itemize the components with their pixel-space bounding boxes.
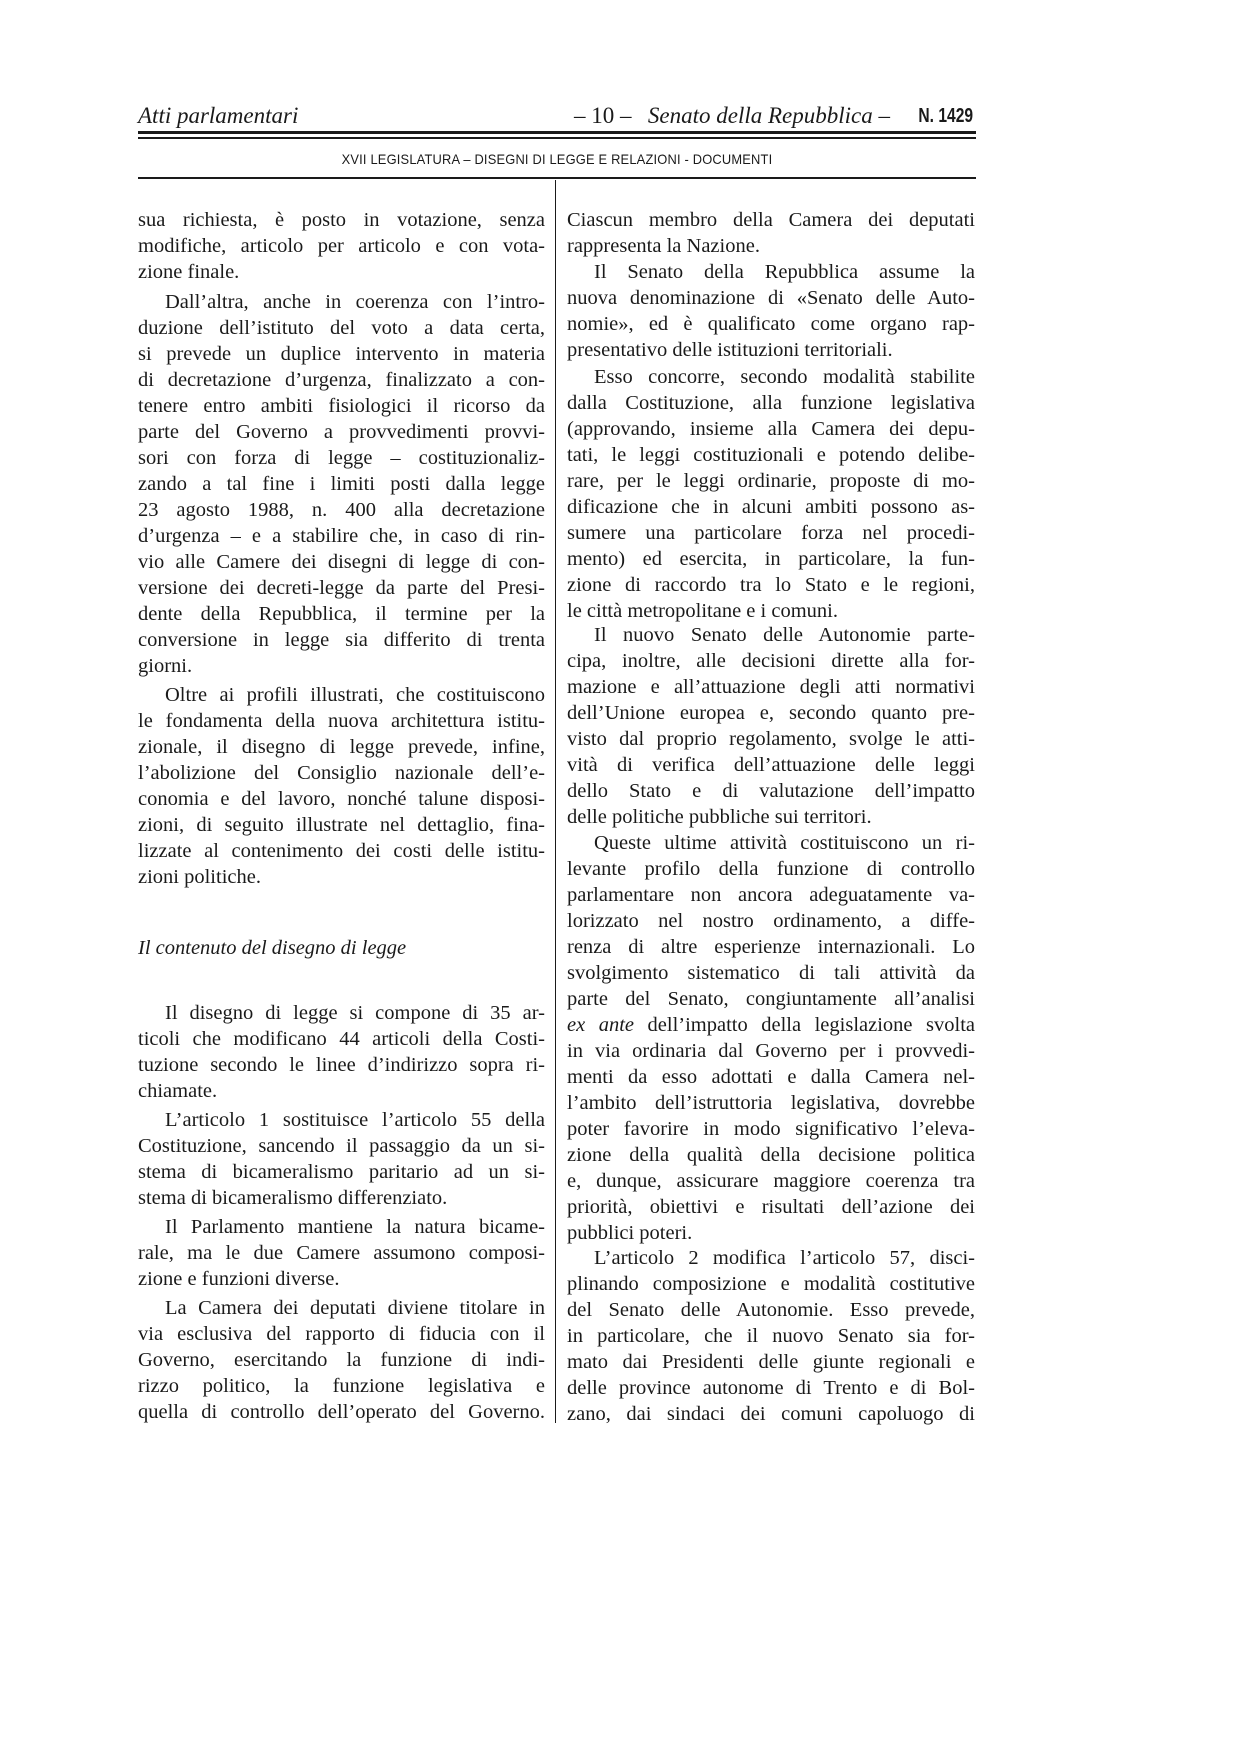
text-line: parte del Senato, congiuntamente all’analisi [567, 988, 975, 1010]
text-line: zione finale. [138, 261, 240, 283]
text-line: rale, ma le due Camere assumono composi- [138, 1242, 545, 1264]
text-line: duzione dell’istituto del voto a data certa, [138, 317, 545, 339]
text-line: plinando composizione e modalità costitutive [567, 1273, 975, 1295]
text-line: levante profilo della funzione di controllo [567, 858, 975, 880]
text-line: zioni, di seguito illustrate nel dettaglio, fina- [138, 814, 545, 836]
text-line: Il Parlamento mantiene la natura bicame- [165, 1216, 545, 1238]
text-line: via esclusiva del rapporto di fiducia con il [138, 1323, 545, 1345]
text-line: l’ambito dell’istruttoria legislativa, dovrebbe [567, 1092, 975, 1114]
text-line: sumere una particolare forza nel procedi- [567, 522, 975, 544]
text-line: zano, dai sindaci dei comuni capoluogo di [567, 1403, 975, 1425]
text-line: rare, per le leggi ordinarie, proposte di mo- [567, 470, 975, 492]
header-rule-bottom [138, 177, 976, 179]
text-line: in particolare, che il nuovo Senato sia for- [567, 1325, 975, 1347]
text-line: dente della Repubblica, il termine per la [138, 603, 545, 625]
section-heading: Il contenuto del disegno di legge [138, 937, 407, 959]
text-line: tuzione secondo le linee d’indirizzo sopra ri- [138, 1054, 545, 1076]
text-line: chiamate. [138, 1080, 218, 1102]
text-line: cipa, inoltre, alle decisioni dirette alla for- [567, 650, 975, 672]
text-line: le città metropolitane e i comuni. [567, 600, 838, 622]
text-line: L’articolo 1 sostituisce l’articolo 55 della [165, 1109, 545, 1131]
document-number: N. 1429 [918, 105, 973, 127]
text-line: mato dai Presidenti delle giunte regionali e [567, 1351, 975, 1373]
text-line: poter favorire in modo significativo l’eleva- [567, 1118, 975, 1140]
text-line: Il disegno di legge si compone di 35 ar- [165, 1002, 545, 1024]
text-line: quella di controllo dell’operato del Governo. [138, 1401, 545, 1423]
text-line: vità di verifica dell’attuazione delle leggi [567, 754, 975, 776]
text-line: Il nuovo Senato delle Autonomie parte- [594, 624, 975, 646]
text-line: presentativo delle istituzioni territoriali. [567, 339, 893, 361]
text-line: Esso concorre, secondo modalità stabilite [594, 366, 975, 388]
text-line: zando a tal fine i limiti posti dalla legge [138, 473, 545, 495]
text-line: rappresenta la Nazione. [567, 235, 760, 257]
text-line: conomia e del lavoro, nonché talune disposi- [138, 788, 545, 810]
text-line: del Senato delle Autonomie. Esso prevede, [567, 1299, 975, 1321]
text-line: dell’Unione europea e, secondo quanto pre- [567, 702, 975, 724]
text-line: Queste ultime attività costituiscono un ri- [594, 832, 975, 854]
text-line: dalla Costituzione, alla funzione legislativa [567, 392, 975, 414]
text-line: La Camera dei deputati diviene titolare in [165, 1297, 545, 1319]
text-line: lorizzato nel nostro ordinamento, a diffe- [567, 910, 975, 932]
text-line: visto dal proprio regolamento, svolge le atti- [567, 728, 975, 750]
legislature-subtitle: XVII LEGISLATURA – DISEGNI DI LEGGE E RELAZIONI - DOCUMENTI [341, 151, 773, 167]
text-line: tati, le leggi costituzionali e potendo delibe- [567, 444, 975, 466]
text-line: rizzo politico, la funzione legislativa e [138, 1375, 545, 1397]
page-number: – 10 – [574, 103, 632, 128]
text-line: pubblici poteri. [567, 1222, 693, 1244]
text-line: zionale, il disegno di legge prevede, infine, [138, 736, 545, 758]
text-line: Il Senato della Repubblica assume la [594, 261, 975, 283]
text-line: in via ordinaria dal Governo per i provvedi- [567, 1040, 975, 1062]
text-line: delle politiche pubbliche sui territori. [567, 806, 872, 828]
text-line: zione della qualità della decisione politica [567, 1144, 975, 1166]
text-line: svolgimento sistematico di tali attività da [567, 962, 975, 984]
text-line: delle province autonome di Trento e di Bol- [567, 1377, 975, 1399]
header-left-title: Atti parlamentari [138, 103, 299, 128]
text-line: mazione e all’attuazione degli atti normativi [567, 676, 975, 698]
text-line: Costituzione, sancendo il passaggio da un si- [138, 1135, 545, 1157]
text-line: sori con forza di legge – costituzionaliz- [138, 447, 545, 469]
text-line: e, dunque, assicurare maggiore coerenza tra [567, 1170, 975, 1192]
text-line: nomie», ed è qualificato come organo rap- [567, 313, 975, 335]
text-line: zione di raccordo tra lo Stato e le regioni, [567, 574, 975, 596]
text-line: zione e funzioni diverse. [138, 1268, 340, 1290]
text-line: giorni. [138, 655, 193, 677]
text-line: dificazione che in alcuni ambiti possono as- [567, 496, 975, 518]
text-line: l’abolizione del Consiglio nazionale dell’e- [138, 762, 545, 784]
header-rule-double-bottom [138, 137, 976, 139]
text-line: sua richiesta, è posto in votazione, senza [138, 209, 545, 231]
text-line: (approvando, insieme alla Camera dei depu- [567, 418, 975, 440]
text-line: 23 agosto 1988, n. 400 alla decretazione [138, 499, 545, 521]
text-line: L’articolo 2 modifica l’articolo 57, disci- [594, 1247, 975, 1269]
italic-term: ex ante [567, 1014, 635, 1036]
text-line: Governo, esercitando la funzione di indi- [138, 1349, 545, 1371]
text-line: lizzate al contenimento dei costi delle istitu- [138, 840, 545, 862]
text-line: parlamentare non ancora adeguatamente va- [567, 884, 975, 906]
text-line: stema di bicameralismo paritario ad un si- [138, 1161, 545, 1183]
text-line: mento) ed esercita, in particolare, la fun- [567, 548, 975, 570]
text-line: modifiche, articolo per articolo e con vota- [138, 235, 545, 257]
text-line: vio alle Camere dei disegni di legge di con- [138, 551, 545, 573]
text-line: ex ante dell’impatto della legislazione svolta [567, 1014, 975, 1036]
text-line: le fondamenta della nuova architettura istitu- [138, 710, 545, 732]
text-line: stema di bicameralismo differenziato. [138, 1187, 448, 1209]
text-line: d’urgenza – e a stabilire che, in caso di rin- [138, 525, 545, 547]
text-line: ticoli che modificano 44 articoli della Costi- [138, 1028, 545, 1050]
text-line: renza di altre esperienze internazionali. Lo [567, 936, 975, 958]
text-line: priorità, obiettivi e risultati dell’azione dei [567, 1196, 975, 1218]
text-line: si prevede un duplice intervento in materia [138, 343, 545, 365]
text-line: Oltre ai profili illustrati, che costituiscono [165, 684, 545, 706]
header-rule-double-top [138, 131, 976, 134]
text-line: Dall’altra, anche in coerenza con l’intro- [165, 291, 545, 313]
text-line: parte del Governo a provvedimenti provvi- [138, 421, 545, 443]
text-line: di decretazione d’urgenza, finalizzato a con- [138, 369, 545, 391]
text-line: conversione in legge sia differito di trenta [138, 629, 545, 651]
text-line: versione dei decreti-legge da parte del Presi- [138, 577, 545, 599]
header-right-title: Senato della Repubblica – [647, 103, 890, 128]
text-line: nuova denominazione di «Senato delle Auto- [567, 287, 975, 309]
text-line: Ciascun membro della Camera dei deputati [567, 209, 975, 231]
text-line: menti da esso adottati e dalla Camera nel- [567, 1066, 975, 1088]
text-line: tenere entro ambiti fisiologici il ricorso da [138, 395, 545, 417]
text-line: dello Stato e di valutazione dell’impatto [567, 780, 975, 802]
text-line: zioni politiche. [138, 866, 261, 888]
column-divider [555, 180, 556, 1423]
